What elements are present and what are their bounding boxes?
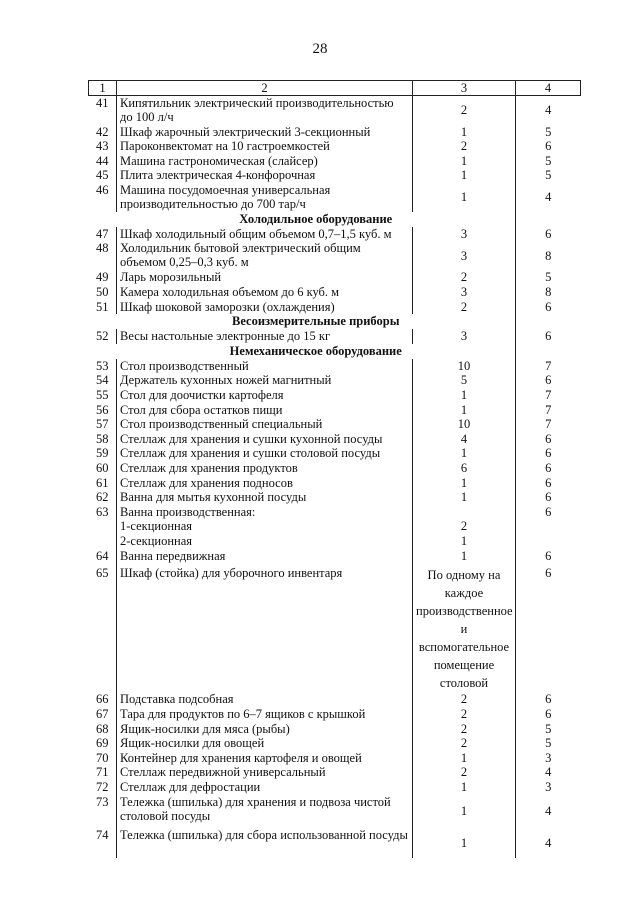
section-heading-row: [89, 314, 581, 329]
equipment-name: 1-секционная: [117, 519, 413, 534]
quantity-value: 5: [413, 373, 516, 388]
quantity-value: 10: [413, 359, 516, 374]
norm-value: 6: [545, 461, 552, 475]
table-row: [89, 373, 581, 388]
row-number: 71: [89, 765, 117, 780]
norm-value: 5: [545, 124, 552, 139]
section-heading-row: [89, 344, 581, 359]
table-row: [89, 736, 581, 751]
norm-value: 3: [545, 779, 552, 794]
row-number: 48: [89, 241, 117, 270]
equipment-name: Ящик-носилки для овощей: [117, 736, 413, 751]
quantity-value: 1: [413, 780, 516, 795]
equipment-name: 2-секционная: [117, 534, 413, 549]
equipment-name: Ванна передвижная: [117, 549, 413, 566]
row-number: 54: [89, 373, 117, 388]
row-number: 73: [89, 795, 117, 828]
table-row: [89, 168, 581, 183]
quantity-value: 1: [413, 534, 516, 549]
quantity-value: 3: [413, 227, 516, 242]
norm-value: 6: [545, 475, 552, 490]
norm-value: 8: [545, 248, 552, 263]
table-row: [89, 707, 581, 722]
section-title: Немеханическое оборудование: [117, 344, 516, 359]
section-empty-cell: [89, 212, 117, 227]
row-number: 72: [89, 780, 117, 795]
equipment-name: Шкаф холодильный общим объемом 0,7–1,5 куб. м: [117, 227, 413, 242]
table-row: [89, 432, 581, 447]
row-number: [89, 519, 117, 534]
norm-value: 6: [545, 431, 552, 446]
norm-value: 3: [545, 750, 552, 765]
norm-value: [516, 534, 581, 549]
norm-value: 7: [545, 417, 552, 432]
header-col-4: 4: [516, 81, 581, 96]
quantity-value: 1: [413, 183, 516, 212]
row-number: 41: [89, 96, 117, 125]
quantity-value: 1: [413, 403, 516, 418]
norm-value: 6: [545, 692, 552, 707]
equipment-name: Стол для доочистки картофеля: [117, 388, 413, 403]
header-col-2: 2: [117, 81, 413, 96]
equipment-name: Пароконвектомат на 10 гастроемкостей: [117, 139, 413, 154]
row-number: 67: [89, 707, 117, 722]
row-number: [89, 534, 117, 549]
table-row: [89, 461, 581, 476]
equipment-name: Контейнер для хранения картофеля и овощей: [117, 751, 413, 766]
equipment-name: Весы настольные электронные до 15 кг: [117, 329, 413, 344]
norm-value: 5: [545, 736, 552, 751]
section-title: Холодильное оборудование: [117, 212, 516, 227]
norm-value: 6: [545, 446, 552, 461]
row-number: 42: [89, 125, 117, 140]
row-number: 66: [89, 692, 117, 707]
row-number: 44: [89, 154, 117, 169]
norm-value: 6: [545, 504, 552, 519]
norm-value: 7: [545, 388, 552, 403]
quantity-value: 6: [413, 461, 516, 476]
norm-value: 6: [545, 329, 552, 344]
equipment-name: Стол производственный специальный: [117, 417, 413, 432]
norm-value: 5: [545, 153, 552, 168]
table-row: [89, 765, 581, 780]
quantity-value: 1: [413, 168, 516, 183]
equipment-name: Стол производственный: [117, 359, 413, 374]
equipment-table: [88, 80, 581, 858]
table-row: [89, 125, 581, 140]
equipment-name: Стеллаж для хранения продуктов: [117, 461, 413, 476]
section-empty-cell: [516, 212, 581, 227]
quantity-value: 1: [413, 388, 516, 403]
table-row: [89, 154, 581, 169]
quantity-value: 1: [413, 795, 516, 828]
table-row: [89, 359, 581, 374]
quantity-value: 1: [413, 828, 516, 858]
norm-value: 7: [545, 402, 552, 417]
equipment-name: Камера холодильная объемом до 6 куб. м: [117, 285, 413, 300]
equipment-name: Подставка подсобная: [117, 692, 413, 707]
row-number: 43: [89, 139, 117, 154]
row-number: 59: [89, 446, 117, 461]
table-row: [89, 241, 581, 270]
norm-value: 6: [545, 549, 552, 564]
quantity-value: [413, 505, 516, 520]
quantity-value: 4: [413, 432, 516, 447]
quantity-value: 1: [413, 125, 516, 140]
quantity-value: 1: [413, 751, 516, 766]
quantity-value: 2: [413, 707, 516, 722]
row-number: 61: [89, 476, 117, 491]
row-number: 69: [89, 736, 117, 751]
table-row: [89, 780, 581, 795]
quantity-value: 10: [413, 417, 516, 432]
equipment-name: Кипятильник электрический производительностью до 100 л/ч: [117, 96, 413, 125]
equipment-name: Ящик-носилки для мяса (рыбы): [117, 722, 413, 737]
norm-value: 8: [545, 285, 552, 300]
row-number: 64: [89, 549, 117, 566]
equipment-name: Машина гастрономическая (слайсер): [117, 154, 413, 169]
norm-value: 5: [545, 168, 552, 183]
equipment-name: Стеллаж для хранения и сушки столовой посуды: [117, 446, 413, 461]
quantity-value: 2: [413, 722, 516, 737]
table-row: [89, 329, 581, 344]
row-number: 65: [89, 566, 117, 692]
norm-value: 5: [545, 721, 552, 736]
equipment-name: Шкаф (стойка) для уборочного инвентаря: [117, 566, 413, 692]
quantity-value: 2: [413, 270, 516, 285]
section-empty-cell: [516, 344, 581, 359]
table-row: [89, 519, 581, 534]
equipment-name: Тележка (шпилька) для сбора использованной посуды: [117, 828, 413, 858]
table-row: [89, 403, 581, 418]
row-number: 46: [89, 183, 117, 212]
equipment-table-body: [89, 81, 581, 858]
quantity-value: 3: [413, 241, 516, 270]
norm-value: 5: [545, 270, 552, 285]
equipment-name: Стеллаж для дефростации: [117, 780, 413, 795]
equipment-name: Стол для сбора остатков пищи: [117, 403, 413, 418]
header-col-3: 3: [413, 81, 516, 96]
quantity-value: 1: [413, 154, 516, 169]
equipment-name: Тара для продуктов по 6–7 ящиков с крышкой: [117, 707, 413, 722]
norm-value: [516, 519, 581, 534]
table-row: [89, 534, 581, 549]
equipment-name: Ванна для мытья кухонной посуды: [117, 490, 413, 505]
equipment-name: Ванна производственная:: [117, 505, 413, 520]
row-number: 74: [89, 828, 117, 858]
section-empty-cell: [89, 344, 117, 359]
header-col-1: 1: [89, 81, 117, 96]
quantity-value: 2: [413, 96, 516, 125]
norm-value: 4: [545, 765, 552, 780]
quantity-value: 3: [413, 329, 516, 344]
norm-value: 6: [545, 139, 552, 154]
equipment-name: Машина посудомоечная универсальная производительностью до 700 тар/ч: [117, 183, 413, 212]
norm-value: 6: [545, 566, 552, 581]
row-number: 62: [89, 490, 117, 505]
norm-value: 6: [545, 490, 552, 505]
row-number: 52: [89, 329, 117, 344]
equipment-name: Шкаф жарочный электрический 3-секционный: [117, 125, 413, 140]
page-number: 28: [312, 41, 328, 57]
quantity-value: 1: [413, 446, 516, 461]
table-row: [89, 751, 581, 766]
table-row: [89, 227, 581, 242]
table-row: [89, 692, 581, 707]
equipment-name: Холодильник бытовой электрический общим объемом 0,25–0,3 куб. м: [117, 241, 413, 270]
row-number: 47: [89, 227, 117, 242]
table-row: [89, 795, 581, 828]
table-row: [89, 566, 581, 692]
table-row: [89, 96, 581, 125]
table-row: [89, 183, 581, 212]
table-row: [89, 722, 581, 737]
row-number: 56: [89, 403, 117, 418]
equipment-name: Стеллаж передвижной универсальный: [117, 765, 413, 780]
quantity-value: 1: [413, 490, 516, 505]
norm-value: 4: [545, 190, 552, 205]
table-row: [89, 270, 581, 285]
row-number: 45: [89, 168, 117, 183]
table-header-row: [89, 81, 581, 96]
row-number: 49: [89, 270, 117, 285]
quantity-value: 1: [413, 549, 516, 566]
equipment-name: Ларь морозильный: [117, 270, 413, 285]
norm-value: 6: [545, 706, 552, 721]
equipment-name: Стеллаж для хранения подносов: [117, 476, 413, 491]
table-row: [89, 828, 581, 858]
row-number: 50: [89, 285, 117, 300]
quantity-value: 2: [413, 519, 516, 534]
norm-value: 6: [545, 373, 552, 388]
table-row: [89, 476, 581, 491]
norm-value: 4: [545, 835, 552, 850]
equipment-name: Стеллаж для хранения и сушки кухонной посуды: [117, 432, 413, 447]
equipment-name: Шкаф шоковой заморозки (охлаждения): [117, 300, 413, 315]
equipment-name: Тележка (шпилька) для хранения и подвоза чистой столовой посуды: [117, 795, 413, 828]
row-number: 63: [89, 505, 117, 520]
quantity-value: 2: [413, 139, 516, 154]
norm-value: 4: [545, 103, 552, 118]
quantity-value: 2: [413, 765, 516, 780]
table-row: [89, 388, 581, 403]
table-row: [89, 549, 581, 566]
quantity-value: 1: [413, 476, 516, 491]
row-number: 53: [89, 359, 117, 374]
quantity-value: По одному на каждое производственное и вспомогательное помещение столовой: [413, 566, 516, 692]
table-row: [89, 505, 581, 520]
table-row: [89, 300, 581, 315]
row-number: 57: [89, 417, 117, 432]
norm-value: 7: [545, 358, 552, 373]
table-row: [89, 446, 581, 461]
equipment-name: Держатель кухонных ножей магнитный: [117, 373, 413, 388]
row-number: 70: [89, 751, 117, 766]
quantity-value: 2: [413, 692, 516, 707]
row-number: 51: [89, 300, 117, 315]
table-row: [89, 139, 581, 154]
norm-value: 4: [545, 804, 552, 819]
quantity-value: 2: [413, 300, 516, 315]
section-heading-row: [89, 212, 581, 227]
quantity-value: 3: [413, 285, 516, 300]
row-number: 55: [89, 388, 117, 403]
row-number: 68: [89, 722, 117, 737]
norm-value: 6: [545, 226, 552, 241]
table-row: [89, 285, 581, 300]
row-number: 60: [89, 461, 117, 476]
norm-value: 6: [545, 299, 552, 314]
quantity-value: 2: [413, 736, 516, 751]
section-empty-cell: [89, 314, 117, 329]
section-empty-cell: [516, 314, 581, 329]
table-row: [89, 490, 581, 505]
equipment-name: Плита электрическая 4-конфорочная: [117, 168, 413, 183]
section-title: Весоизмерительные приборы: [117, 314, 516, 329]
row-number: 58: [89, 432, 117, 447]
table-row: [89, 417, 581, 432]
